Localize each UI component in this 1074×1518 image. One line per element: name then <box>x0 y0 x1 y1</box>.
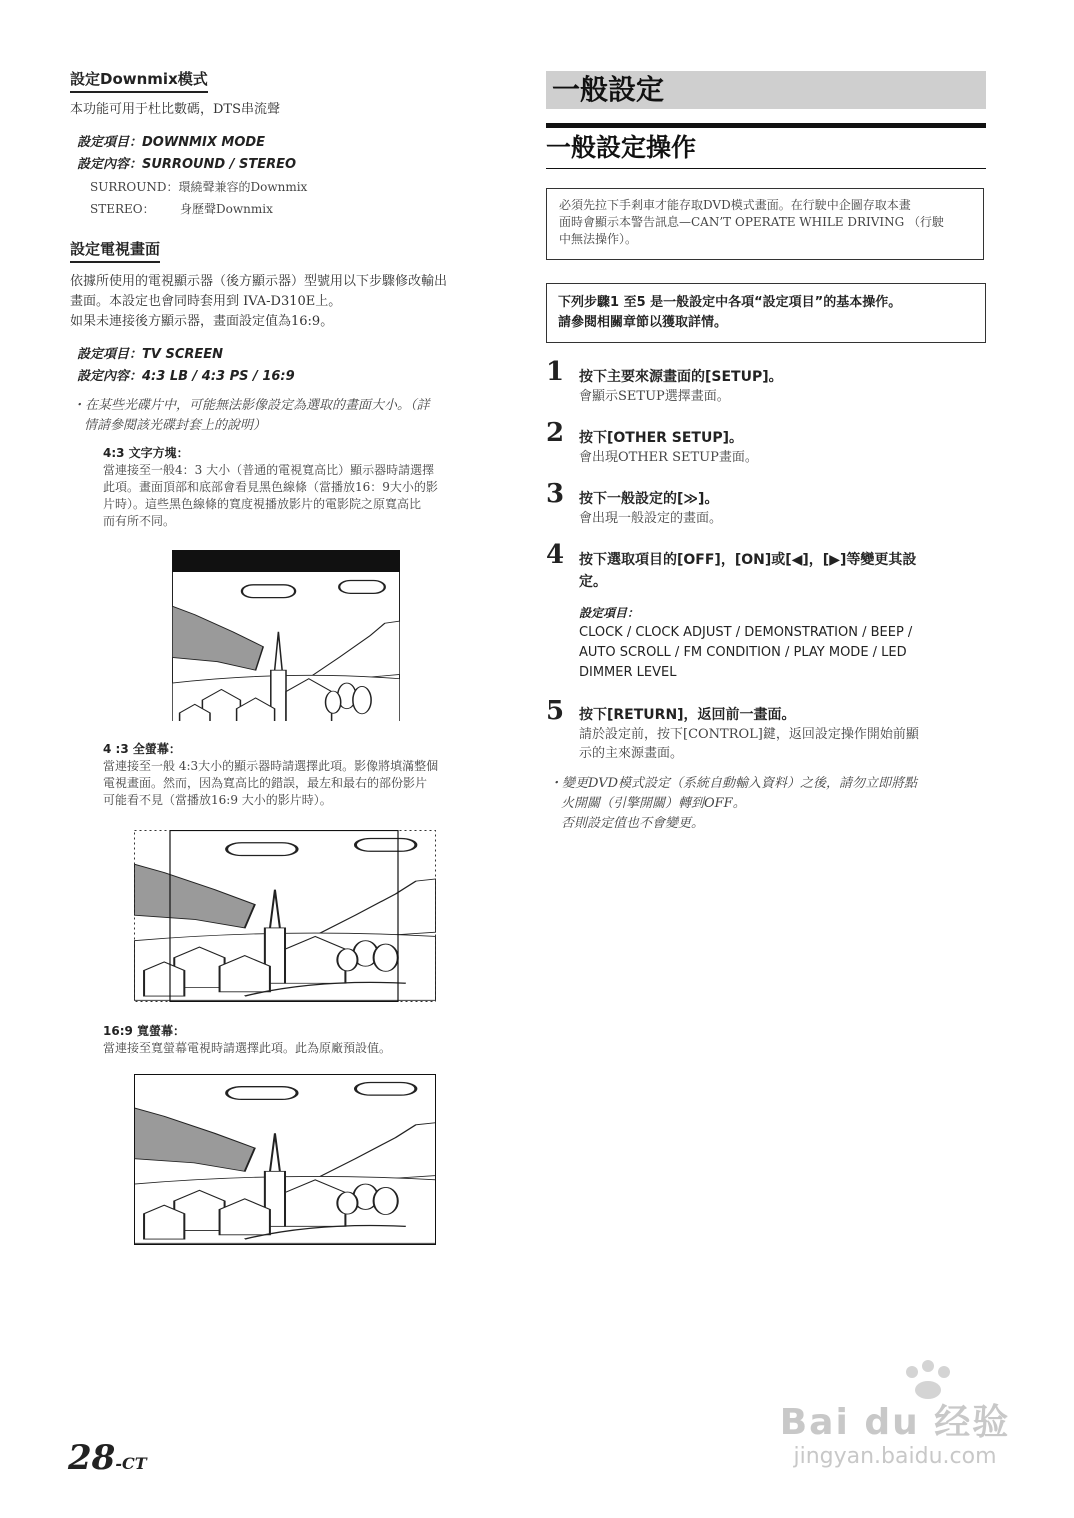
info-box <box>546 283 986 343</box>
section-subtitle: 一般設定操作 <box>546 133 697 162</box>
tv-paragraph <box>70 272 520 332</box>
items-line: CLOCK / CLOCK ADJUST / DEMONSTRATION / BEEP / <box>579 625 913 640</box>
items-line: AUTO SCROLL / FM CONDITION / PLAY MODE / LED <box>579 645 907 660</box>
step-sub: 會出現一般設定的畫面。 <box>579 511 723 526</box>
step-title <box>579 549 916 593</box>
tv-heading: 設定電視畫面 <box>70 238 160 263</box>
mode-desc-ps <box>103 758 523 809</box>
tv-content-line: 設定內容：4:3 LB / 4:3 PS / 16:9 <box>77 369 295 384</box>
warning-line: 必須先拉下手剎車才能存取DVD模式畫面。在行駛中企圖存取本畫 <box>559 198 911 212</box>
mode-desc-line: 當連接至寬螢幕電視時請選擇此項。此為原廠預設值。 <box>103 1041 392 1055</box>
tv-item-line: 設定項目：TV SCREEN <box>77 347 224 362</box>
final-note <box>549 774 989 834</box>
step-number: 4 <box>546 540 565 570</box>
mode-desc-line: 當連接至一般4：3 大小（普通的電視寬高比）顯示器時請選擇 <box>103 463 435 477</box>
step-title-line: 按下選取項目的[OFF]，[ON]或[◀]，[▶]等變更其設 <box>579 552 917 568</box>
step-sub <box>579 725 989 763</box>
page-number-suffix: -CT <box>115 1454 147 1473</box>
option-label: SURROUND： <box>90 180 179 194</box>
downmix-option-surround <box>90 177 307 197</box>
warning-line: 面時會顯示本警告訊息—CAN’T OPERATE WHILE DRIVING （行駛 <box>559 215 945 229</box>
mode-desc-line: 當連接至一般 4:3大小的顯示器時請選擇此項。影像將填滿整個 <box>103 759 439 773</box>
step-title: 按下一般設定的[≫]。 <box>579 491 719 507</box>
downmix-intro: 本功能可用于杜比數碼，DTS串流聲 <box>70 102 280 117</box>
page-number <box>68 1438 147 1478</box>
note-line: ・在某些光碟片中，可能無法影像設定為選取的畫面大小。（詳 <box>72 398 430 413</box>
info-line: 下列步驟1 至5 是一般設定中各項“設定項目”的基本操作。 <box>558 295 902 310</box>
mode-title-wide: 16:9 寬螢幕： <box>103 1024 186 1038</box>
items-line: DIMMER LEVEL <box>579 665 677 680</box>
watermark-url: jingyan.baidu.com <box>793 1444 997 1469</box>
tv-para-line: 畫面。本設定也會同時套用到 IVA-D310E上。 <box>70 294 342 309</box>
step-number: 3 <box>546 479 565 509</box>
mode-desc-line: 而有所不同。 <box>103 514 176 528</box>
section-title: 一般設定 <box>552 73 665 106</box>
option-desc: 環繞聲兼容的Downmix <box>178 180 308 194</box>
step-number: 5 <box>546 696 565 726</box>
watermark-brand: Bai du 经验 <box>779 1402 1011 1443</box>
step-title: 按下[OTHER SETUP]。 <box>579 430 744 446</box>
step-title: 按下主要來源畫面的[SETUP]。 <box>579 369 783 385</box>
tv-para-line: 依據所使用的電視顯示器（後方顯示器）型號用以下步驟修改輸出 <box>70 274 448 289</box>
mode-desc-line: 電視畫面。然而，因為寬高比的錯誤，最左和最右的部份影片 <box>103 776 428 790</box>
downmix-option-stereo <box>90 199 273 219</box>
downmix-content-line: 設定內容：SURROUND / STEREO <box>77 157 297 172</box>
step-number: 1 <box>546 357 565 387</box>
downmix-section <box>70 68 208 93</box>
mode-title-lb: 4:3 文字方塊： <box>103 446 189 460</box>
panscan-illustration <box>134 830 436 1002</box>
warning-line: 中無法操作）。 <box>559 232 638 246</box>
mode-desc-line: 片時）。這些黑色線條的寬度視播放影片的電影院之原寬高比 <box>103 497 422 511</box>
option-label: STEREO： <box>90 202 155 216</box>
widescreen-illustration <box>134 1074 436 1245</box>
final-note-line: ・變更DVD模式設定（系統自動輸入資料）之後，請勿立即將點 <box>549 776 918 791</box>
tv-section <box>70 238 160 263</box>
items-list <box>579 623 989 683</box>
step-sub: 會出現OTHER SETUP畫面。 <box>579 450 758 465</box>
warning-box <box>546 188 984 260</box>
tv-para-line: 如果未連接後方顯示器，畫面設定值為16:9。 <box>70 314 334 329</box>
step-number: 2 <box>546 418 565 448</box>
mode-title-ps: 4 :3 全螢幕： <box>103 742 181 756</box>
final-note-line: 火開關（引擎開關）轉到OFF。 <box>561 796 746 811</box>
letterbox-illustration <box>172 550 400 721</box>
info-line: 請參閱相關章節以獲取詳情。 <box>558 315 728 330</box>
step-sub-line: 請於設定前，按下[CONTROL]鍵，返回設定操作開始前顯 <box>579 727 919 742</box>
mode-desc-wide <box>103 1040 523 1057</box>
subtitle-block <box>546 131 986 169</box>
mode-desc-lb <box>103 462 523 530</box>
final-note-line: 否則設定值也不會變更。 <box>561 816 705 831</box>
note-line: 情請參閱該光碟封套上的說明） <box>84 418 267 433</box>
step-sub: 會顯示SETUP選擇畫面。 <box>579 389 730 404</box>
title-rule <box>546 123 986 128</box>
page-number-value: 28 <box>68 1438 116 1478</box>
mode-desc-line: 可能看不見（當播放16:9 大小的影片時）。 <box>103 793 332 807</box>
step-title-line: 定。 <box>579 574 607 590</box>
items-label: 設定項目： <box>579 606 640 620</box>
step-title: 按下[RETURN]，返回前一畫面。 <box>579 707 796 723</box>
step-sub-line: 示的主來源畫面。 <box>579 746 684 761</box>
section-title-bar <box>546 71 986 109</box>
downmix-heading: 設定Downmix模式 <box>70 68 208 93</box>
option-desc: 身歷聲Downmix <box>180 202 273 216</box>
tv-note <box>72 396 522 436</box>
downmix-item-line: 設定項目：DOWNMIX MODE <box>77 135 266 150</box>
mode-desc-line: 此項。畫面頂部和底部會看見黑色線條（當播放16：9大小的影 <box>103 480 438 494</box>
